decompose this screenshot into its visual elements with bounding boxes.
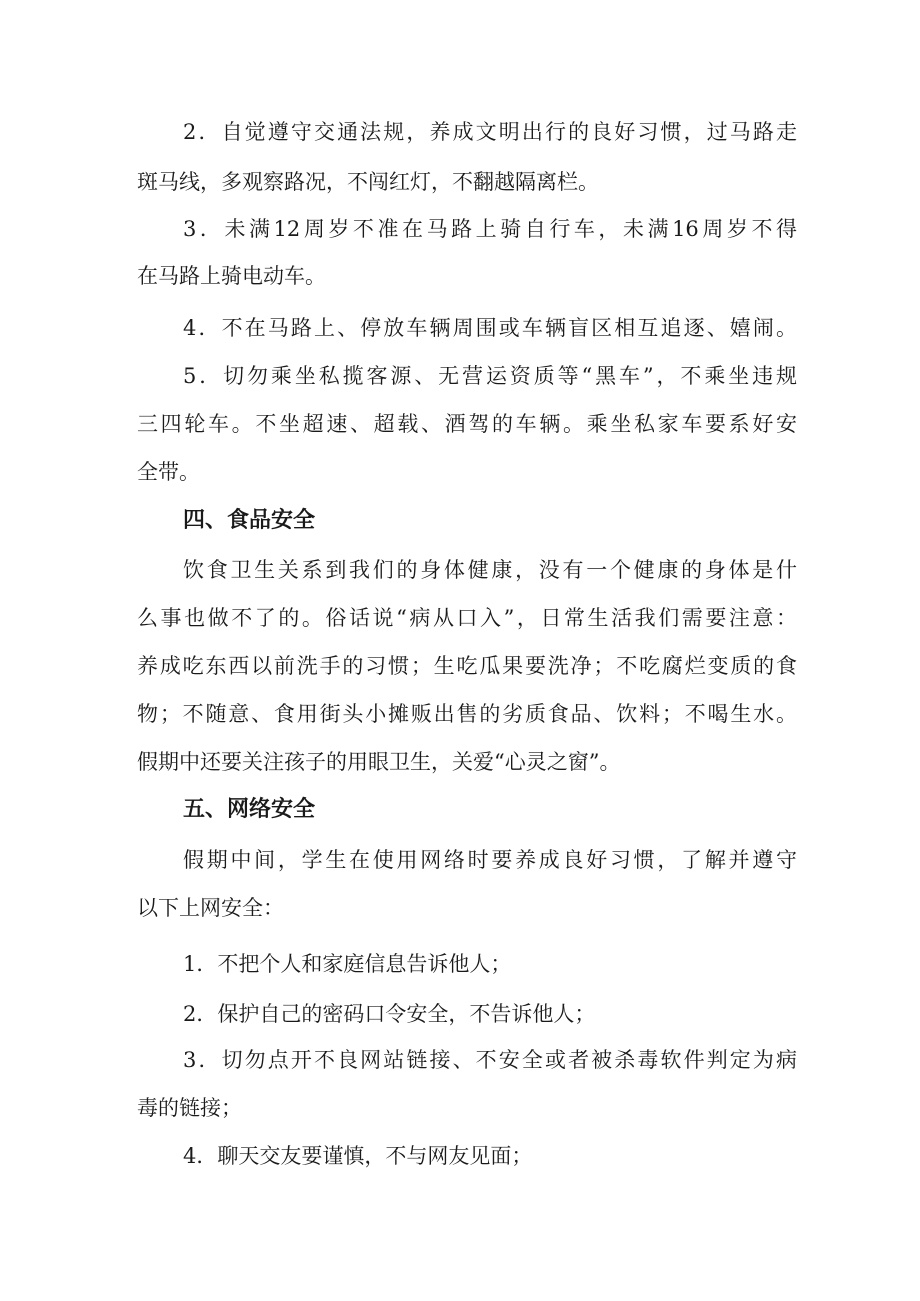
network-intro-line-1: 假期中间，学生在使用网络时要养成良好习惯，了解并遵守 bbox=[183, 848, 797, 872]
network-intro-line-2: 以下上网安全： bbox=[137, 896, 284, 920]
food-paragraph-line-4: 物；不随意、食用街头小摊贩出售的劣质食品、饮料；不喝生水。 bbox=[137, 702, 797, 726]
traffic-item-2-line-2: 斑马线，多观察路况，不闯红灯，不翻越隔离栏。 bbox=[137, 170, 599, 194]
traffic-item-3-line-1: 3．未满12周岁不准在马路上骑自行车，未满16周岁不得 bbox=[183, 217, 797, 241]
network-item-3-line-1: 3．切勿点开不良网站链接、不安全或者被杀毒软件判定为病 bbox=[183, 1048, 797, 1072]
traffic-item-5-line-3: 全带。 bbox=[137, 460, 200, 484]
food-paragraph-line-5: 假期中还要关注孩子的用眼卫生，关爱“心灵之窗”。 bbox=[137, 750, 621, 774]
traffic-item-5-line-2: 三四轮车。不坐超速、超载、酒驾的车辆。乘坐私家车要系好安 bbox=[137, 412, 797, 436]
food-paragraph-line-1: 饮食卫生关系到我们的身体健康，没有一个健康的身体是什 bbox=[183, 558, 797, 582]
network-item-4: 4．聊天交友要谨慎，不与网友见面； bbox=[183, 1144, 533, 1168]
network-item-3-line-2: 毒的链接； bbox=[137, 1096, 242, 1120]
network-item-1: 1．不把个人和家庭信息告诉他人； bbox=[183, 952, 512, 976]
traffic-item-5-line-1: 5．切勿乘坐私揽客源、无营运资质等“黑车”，不乘坐违规 bbox=[183, 364, 797, 388]
network-item-2: 2．保护自己的密码口令安全，不告诉他人； bbox=[183, 1002, 596, 1026]
food-paragraph-line-3: 养成吃东西以前洗手的习惯；生吃瓜果要洗净；不吃腐烂变质的食 bbox=[137, 654, 797, 678]
section-heading-food-safety: 四、食品安全 bbox=[183, 508, 316, 533]
traffic-item-4-line-1: 4．不在马路上、停放车辆周围或车辆盲区相互追逐、嬉闹。 bbox=[183, 316, 797, 340]
traffic-item-2-line-1: 2．自觉遵守交通法规，养成文明出行的良好习惯，过马路走 bbox=[183, 120, 797, 144]
traffic-item-3-line-2: 在马路上骑电动车。 bbox=[137, 264, 326, 288]
section-heading-network-safety: 五、网络安全 bbox=[183, 797, 316, 822]
food-paragraph-line-2: 么事也做不了的。俗话说“病从口入”，日常生活我们需要注意： bbox=[137, 606, 797, 630]
